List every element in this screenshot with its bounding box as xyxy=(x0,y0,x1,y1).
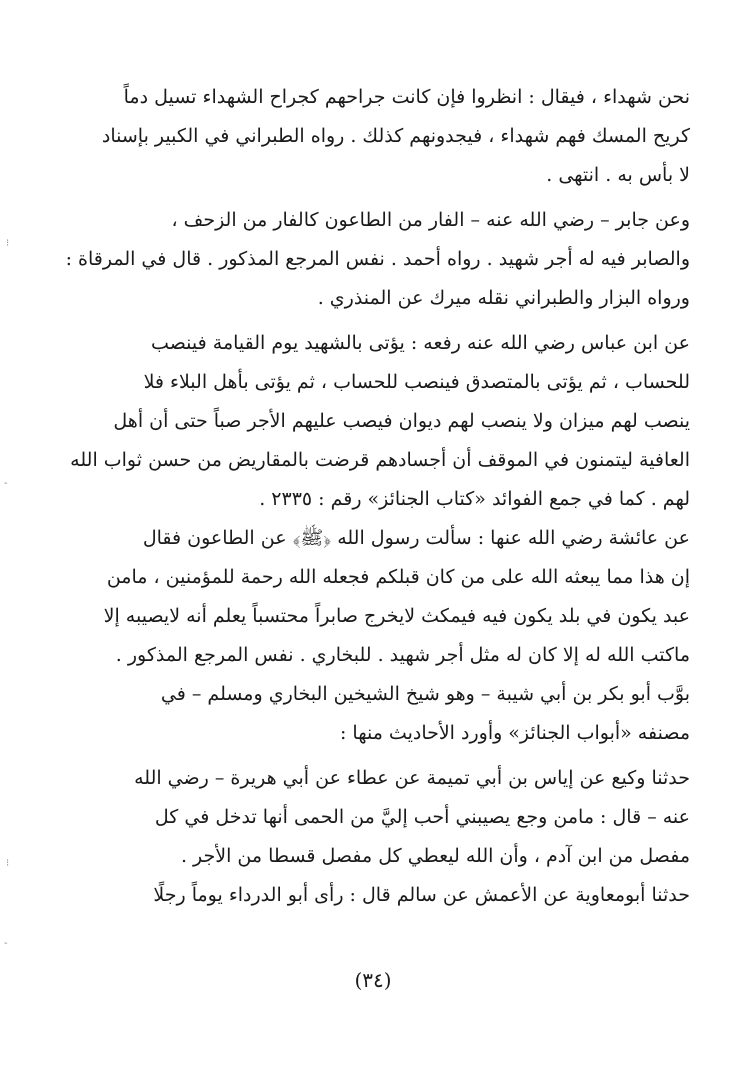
text-line: عنه – قال : مامن وجع يصيبني أحب إليَّ من الحمى أنها تدخل في كل xyxy=(154,806,690,828)
text-line: عن عائشة رضي الله عنها : سألت رسول الله ﴿ﷺ﴾ عن الطاعون فقال xyxy=(142,527,690,549)
body-text xyxy=(62,78,690,915)
text-line: لا بأس به . انتهى . xyxy=(546,164,690,186)
text-line: عبد يكون في بلد يكون فيه فيمكث لايخرج صابراً محتسباً يعلم أنه لايصيبه إلا xyxy=(103,605,690,627)
text-line: ماكتب الله له إلا كان له مثل أجر شهيد . للبخاري . نفس المرجع المذكور . xyxy=(115,644,690,666)
text-line: لهم . كما في جمع الفوائد «كتاب الجنائز» رقم : ٢٣٣٥ . xyxy=(259,488,690,510)
paragraph-4 xyxy=(62,519,690,675)
text-line: وعن جابر – رضي الله عنه – الفار من الطاعون كالفار من الزحف ، xyxy=(171,209,690,231)
text-line: حدثنا وكيع عن إياس بن أبي تميمة عن عطاء عن أبي هريرة – رضي الله xyxy=(134,767,690,789)
text-line: والصابر فيه له أجر شهيد . رواه أحمد . نفس المرجع المذكور . قال في المرقاة : xyxy=(65,248,690,270)
text-line: إن هذا مما يبعثه الله على من كان قبلكم فجعله الله رحمة للمؤمنين ، مامن xyxy=(106,566,690,588)
text-line: ورواه البزار والطبراني نقله ميرك عن المنذري . xyxy=(317,287,690,309)
text-line: مفصل من ابن آدم ، وأن الله ليعطي كل مفصل قسطا من الأجر . xyxy=(180,845,690,867)
page-number: (٣٤) xyxy=(354,968,392,992)
text-line: ينصب لهم ميزان ولا ينصب لهم ديوان فيصب عليهم الأجر صباً حتى أن أهل xyxy=(113,410,690,432)
text-line: كريح المسك فهم شهداء ، فيجدونهم كذلك . رواه الطبراني في الكبير بإسناد xyxy=(101,125,690,147)
text-line: بوَّب أبو بكر بن أبي شيبة – وهو شيخ الشيخين البخاري ومسلم – في xyxy=(160,683,690,705)
text-line: نحن شهداء ، فيقال : انظروا فإن كانت جراحهم كجراح الشهداء تسيل دماً xyxy=(123,86,690,108)
margin-mark: ⁝ xyxy=(6,858,10,869)
paragraph-5 xyxy=(62,675,690,753)
paragraph-1 xyxy=(62,78,690,195)
text-line: مصنفه «أبواب الجنائز» وأورد الأحاديث منها : xyxy=(339,722,690,744)
paragraph-7 xyxy=(62,876,690,915)
text-line: للحساب ، ثم يؤتى بالمتصدق فينصب للحساب ، ثم يؤتى بأهل البلاء فلا xyxy=(143,371,690,393)
paragraph-3 xyxy=(62,324,690,519)
paragraph-6 xyxy=(62,759,690,876)
text-line: عن ابن عباس رضي الله عنه رفعه : يؤتى بالشهيد يوم القيامة فينصب xyxy=(151,332,690,354)
margin-mark: ‐ xyxy=(4,478,8,489)
margin-mark: ‐ xyxy=(4,938,8,949)
paragraph-2 xyxy=(62,201,690,318)
text-line: العافية ليتمنون في الموقف أن أجسادهم قرضت بالمقاريض من حسن ثواب الله xyxy=(70,449,690,471)
margin-mark: ⁝ xyxy=(6,238,10,249)
text-line: حدثنا أبومعاوية عن الأعمش عن سالم قال : رأى أبو الدرداء يوماً رجلًا xyxy=(153,884,690,906)
